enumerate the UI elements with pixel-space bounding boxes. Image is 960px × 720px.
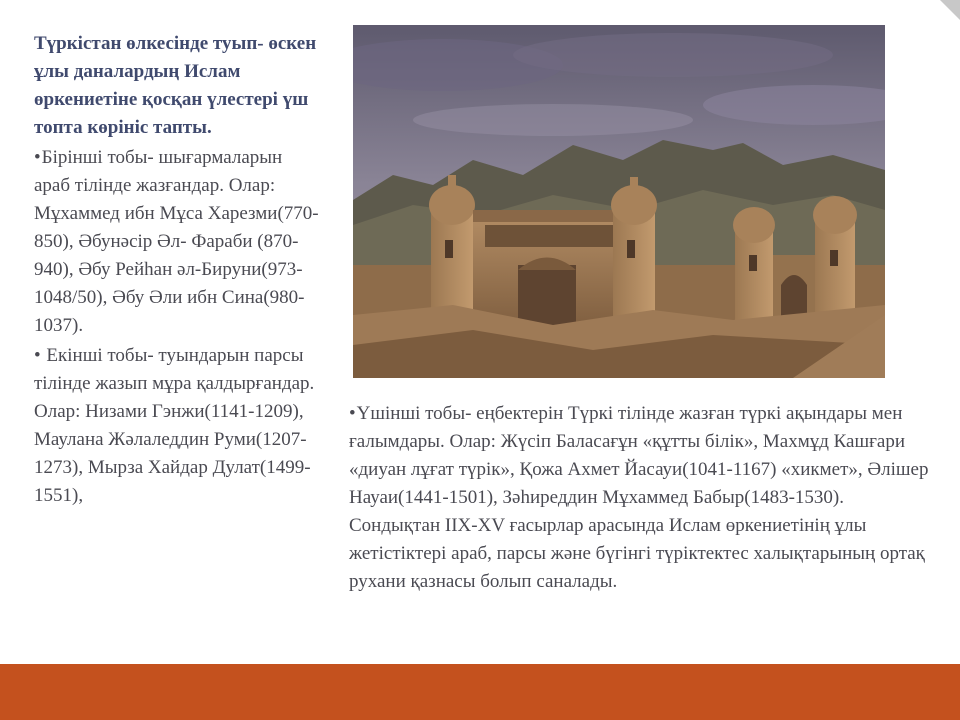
group-three-text: Үшінші тобы- еңбектерін Түркі тілінде жазған түркі ақындары мен ғалымдары. Олар: Жүсіп Баласағұн «құтты білік», Махмұд Кашғари «диуан лұғат түрік», Қожа Ахмет Йасауи(1041-1167) «хикмет», Әлішер Науаи(1441-1501), Зәһиреддин Мұхаммед Бабыр(1483-1530). Сондықтан IIХ-ХV ғасырлар арасында Ислам өркениетінің ұлы жетістіктері араб, парсы және бүгінгі түріктектес халықтарының ортақ рухани қазнасы болып саналады. bbox=[349, 403, 929, 592]
group-two-paragraph bbox=[34, 342, 320, 510]
intro-heading: Түркістан өлкесінде туып- өскен ұлы даналардың Ислам өркениетіне қосқан үлестері үш топта көрініс тапты. bbox=[34, 33, 317, 138]
fortress-photo bbox=[353, 25, 885, 378]
fortress-illustration bbox=[353, 25, 885, 378]
left-text-column bbox=[34, 30, 320, 512]
right-text-column bbox=[349, 400, 929, 596]
group-two-text: Екінші тобы- туындарын парсы тілінде жазып мұра қалдырғандар. Олар: Низами Гэнжи(1141-1209), Маулана Жәлаледдин Руми(1207-1273), Мырза Хайдар Дулат(1499-1551), bbox=[34, 345, 315, 506]
bullet-marker: • bbox=[349, 403, 356, 424]
corner-decoration bbox=[940, 0, 960, 20]
group-one-text: Бірінші тобы- шығармаларын араб тілінде жазғандар. Олар: Мұхаммед ибн Мұса Харезми(770-850), Әбунәсір Әл- Фараби (870-940), Әбу Рейһан әл-Бируни(973-1048/50), Әбу Әли ибн Сина(980-1037). bbox=[34, 147, 319, 336]
bullet-marker: • bbox=[34, 345, 41, 366]
group-one-paragraph bbox=[34, 144, 320, 340]
footer-accent-bar bbox=[0, 664, 960, 720]
bullet-marker: • bbox=[34, 147, 41, 168]
group-three-paragraph bbox=[349, 400, 929, 596]
